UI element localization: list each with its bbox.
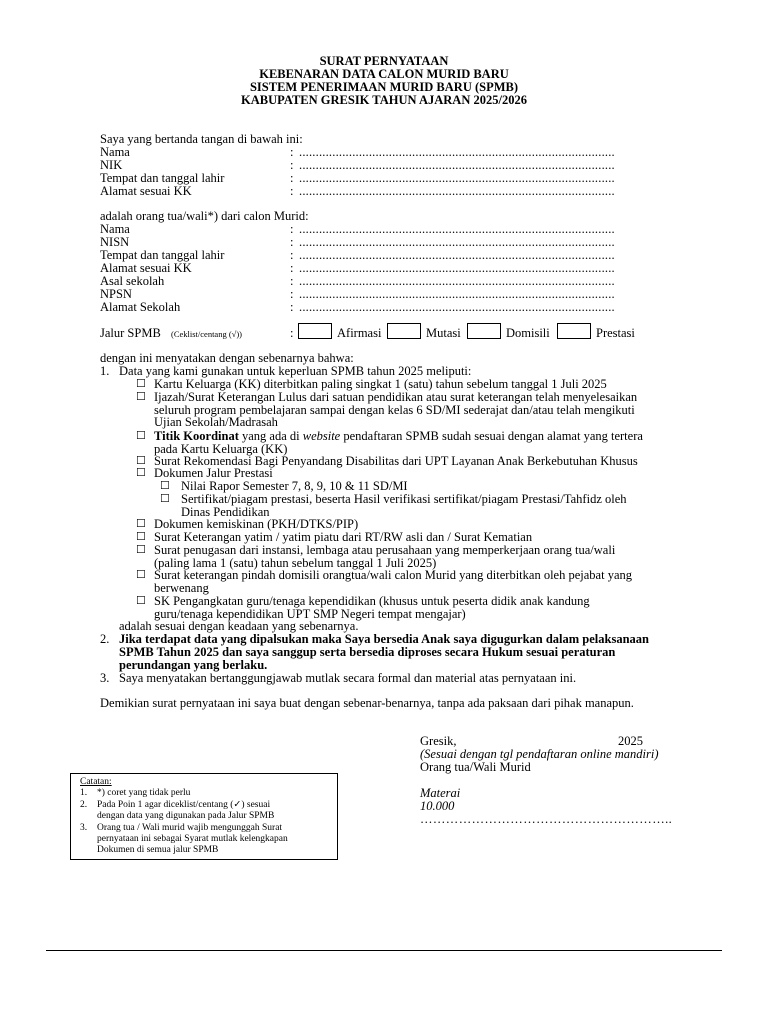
- checkbox-icon[interactable]: ☐: [136, 455, 146, 467]
- checkbox-icon[interactable]: ☐: [136, 430, 146, 442]
- field-blank[interactable]: ...............................................................................................: [299, 261, 615, 275]
- field-label: Nama: [100, 222, 130, 236]
- jalur-option-prestasi: Prestasi: [596, 326, 635, 340]
- item-text: Surat keterangan pindah domisili orangtua/wali calon Murid yang diterbitkan oleh pejabat yang: [154, 568, 632, 582]
- notes-box: [70, 773, 338, 860]
- note-text: Pada Poin 1 agar diceklist/centang (✓) sesuai: [97, 800, 271, 810]
- jalur-colon: :: [290, 326, 294, 340]
- jalur-option-domisili: Domisili: [506, 326, 550, 340]
- point-1-closing: adalah sesuai dengan keadaan yang sebenarnya.: [119, 619, 359, 633]
- field-colon: :: [290, 235, 294, 249]
- materai-value: 10.000: [420, 799, 455, 813]
- checkbox-icon[interactable]: ☐: [136, 518, 146, 530]
- item-text: (paling lama 1 (satu) tahun sebelum tanggal 1 Juli 2025): [154, 555, 437, 570]
- title-line-4: KABUPATEN GRESIK TAHUN AJARAN 2025/2026: [241, 93, 527, 107]
- checkbox-afirmasi[interactable]: [298, 323, 332, 339]
- item-text: Kartu Keluarga (KK) diterbitkan paling singkat 1 (satu) tahun sebelum tanggal 1 Juli 2025: [154, 377, 607, 391]
- note-text: pernyataan ini sebagai Syarat mutlak kelengkapan: [97, 834, 288, 844]
- field-label: Tempat dan tanggal lahir: [100, 248, 225, 262]
- field-colon: :: [290, 261, 294, 275]
- note-number: 3.: [80, 823, 88, 833]
- checkbox-icon[interactable]: ☐: [136, 391, 146, 403]
- checkbox-icon[interactable]: ☐: [160, 480, 170, 492]
- jalur-note: (Ceklist/centang (√)): [171, 329, 242, 339]
- checkbox-icon[interactable]: ☐: [136, 595, 146, 607]
- field-colon: :: [290, 300, 294, 314]
- signature-year: 2025: [618, 734, 643, 748]
- note-text: *) coret yang tidak perlu: [97, 788, 191, 798]
- intro-text: Saya yang bertanda tangan di bawah ini:: [100, 132, 303, 146]
- child-intro-text: adalah orang tua/wali*) dari calon Murid:: [100, 209, 309, 223]
- field-colon: :: [290, 171, 294, 185]
- field-label: Alamat sesuai KK: [100, 184, 192, 198]
- title-line-3: SISTEM PENERIMAAN MURID BARU (SPMB): [249, 80, 519, 94]
- item-text: SK Pengangkatan guru/tenaga kependidikan (khusus untuk peserta didik anak kandung: [154, 594, 590, 608]
- checkbox-icon[interactable]: ☐: [136, 544, 146, 556]
- checkbox-icon[interactable]: ☐: [136, 467, 146, 479]
- point-2-line-2: SPMB Tahun 2025 dan saya sanggup serta bersedia diproses secara Hukum sesuai peraturan: [119, 645, 616, 659]
- item-text: berwenang: [154, 580, 209, 595]
- field-colon: :: [290, 158, 294, 172]
- item-text: Dokumen kemiskinan (PKH/DTKS/PIP): [154, 517, 359, 531]
- note-text: Dokumen di semua jalur SPMB: [97, 845, 219, 855]
- checkbox-domisili[interactable]: [467, 323, 501, 339]
- item-text: Ujian Sekolah/Madrasah: [154, 415, 278, 429]
- checkbox-mutasi[interactable]: [387, 323, 421, 339]
- field-label: Asal sekolah: [100, 274, 165, 288]
- jalur-option-afirmasi: Afirmasi: [337, 326, 382, 340]
- closing-text: Demikian surat pernyataan ini saya buat dengan sebenar-benarnya, tanpa ada paksaan dari pihak manapun.: [100, 696, 634, 710]
- signature-date-note: (Sesuai dengan tgl pendaftaran online mandiri): [420, 747, 659, 761]
- item-text: Surat Keterangan yatim / yatim piatu dari RT/RW asli dan / Surat Kematian: [154, 530, 533, 544]
- field-blank[interactable]: ...............................................................................................: [299, 222, 615, 236]
- field-colon: :: [290, 222, 294, 236]
- field-blank[interactable]: ...............................................................................................: [299, 235, 615, 249]
- note-number: 1.: [80, 788, 88, 798]
- title-line-2: KEBENARAN DATA CALON MURID BARU: [259, 67, 509, 81]
- item-text: Nilai Rapor Semester 7, 8, 9, 10 & 11 SD/MI: [181, 479, 408, 493]
- item-text: Surat Rekomendasi Bagi Penyandang Disabilitas dari UPT Layanan Anak Berkebutuhan Khusus: [154, 454, 638, 468]
- signature-line[interactable]: …………………………………………………..: [420, 812, 673, 826]
- point-3-text: Saya menyatakan bertanggungjawab mutlak secara formal dan material atas pernyataan ini.: [119, 671, 577, 685]
- field-colon: :: [290, 145, 294, 159]
- title-line-1: SURAT PERNYATAAN: [319, 54, 449, 68]
- point-1-number: 1.: [100, 364, 110, 378]
- field-label: Tempat dan tanggal lahir: [100, 171, 225, 185]
- field-label: Alamat Sekolah: [100, 300, 181, 314]
- point-2-number: 2.: [100, 632, 110, 646]
- point-3-number: 3.: [100, 671, 110, 685]
- footer-divider: [46, 950, 722, 951]
- item-text: pada Kartu Keluarga (KK): [154, 441, 288, 456]
- note-text: Orang tua / Wali murid wajib mengunggah Surat: [97, 823, 283, 833]
- item-text: Surat penugasan dari instansi, lembaga atau perusahaan yang memperkerjaan orang tua/wali: [154, 543, 616, 557]
- checkbox-icon[interactable]: ☐: [136, 569, 146, 581]
- field-colon: :: [290, 184, 294, 198]
- materai-label: Materai: [420, 786, 461, 800]
- signature-place: Gresik,: [420, 734, 457, 748]
- field-label: NPSN: [100, 287, 132, 301]
- field-blank[interactable]: ...............................................................................................: [299, 184, 615, 198]
- checkbox-icon[interactable]: ☐: [136, 531, 146, 543]
- item-text: [154, 430, 643, 443]
- field-label: Alamat sesuai KK: [100, 261, 192, 275]
- point-2-line-3: perundangan yang berlaku.: [119, 658, 268, 672]
- field-blank[interactable]: ...............................................................................................: [299, 300, 615, 314]
- checkbox-icon[interactable]: ☐: [160, 493, 170, 505]
- item-text: Ijazah/Surat Keterangan Lulus dari satuan pendidikan atau surat keterangan telah menyelesaikan: [154, 390, 638, 404]
- jalur-spmb-row: [100, 323, 700, 341]
- item-italic: website: [302, 429, 341, 443]
- jalur-option-mutasi: Mutasi: [426, 326, 461, 340]
- field-blank[interactable]: ...............................................................................................: [299, 171, 615, 185]
- field-blank[interactable]: ...............................................................................................: [299, 158, 615, 172]
- jalur-label: Jalur SPMB: [100, 326, 161, 340]
- item-text-part: pendaftaran SPMB sudah sesuai dengan alamat yang tertera: [340, 429, 643, 443]
- field-blank[interactable]: ...............................................................................................: [299, 145, 615, 159]
- item-text-part: yang ada di: [238, 429, 303, 443]
- checkbox-prestasi[interactable]: [557, 323, 591, 339]
- field-colon: :: [290, 274, 294, 288]
- item-bold: Titik Koordinat: [154, 429, 239, 443]
- item-text: Dinas Pendidikan: [181, 504, 270, 519]
- field-blank[interactable]: ...............................................................................................: [299, 248, 615, 262]
- field-colon: :: [290, 248, 294, 262]
- point-2-line-1: Jika terdapat data yang dipalsukan maka Saya bersedia Anak saya digugurkan dalam pelaksanaan: [119, 632, 650, 646]
- signature-role: Orang tua/Wali Murid: [420, 760, 531, 774]
- field-blank[interactable]: ...............................................................................................: [299, 274, 615, 288]
- note-text: dengan data yang digunakan pada Jalur SPMB: [97, 811, 275, 821]
- field-colon: :: [290, 287, 294, 301]
- document-title: [0, 55, 768, 107]
- statement-intro: dengan ini menyatakan dengan sebenarnya bahwa:: [100, 351, 354, 365]
- item-text: Dokumen Jalur Prestasi: [154, 466, 273, 480]
- field-blank[interactable]: ...............................................................................................: [299, 287, 615, 301]
- point-1-text: Data yang kami gunakan untuk keperluan SPMB tahun 2025 meliputi:: [119, 364, 472, 378]
- field-label: Nama: [100, 145, 130, 159]
- field-label: NIK: [100, 158, 123, 172]
- item-text: Sertifikat/piagam prestasi, beserta Hasil verifikasi sertifikat/piagam Prestasi/Tahfidz oleh: [181, 492, 627, 506]
- checkbox-icon[interactable]: ☐: [136, 378, 146, 390]
- notes-title: Catatan:: [80, 777, 112, 787]
- field-label: NISN: [100, 235, 130, 249]
- note-number: 2.: [80, 800, 88, 810]
- item-text: seluruh program pembelajaran sampai dengan kelas 6 SD/MI sederajat dan/atau telah mengikuti: [154, 402, 635, 417]
- item-text: guru/tenaga kependidikan UPT SMP Negeri tempat mengajar): [154, 606, 466, 621]
